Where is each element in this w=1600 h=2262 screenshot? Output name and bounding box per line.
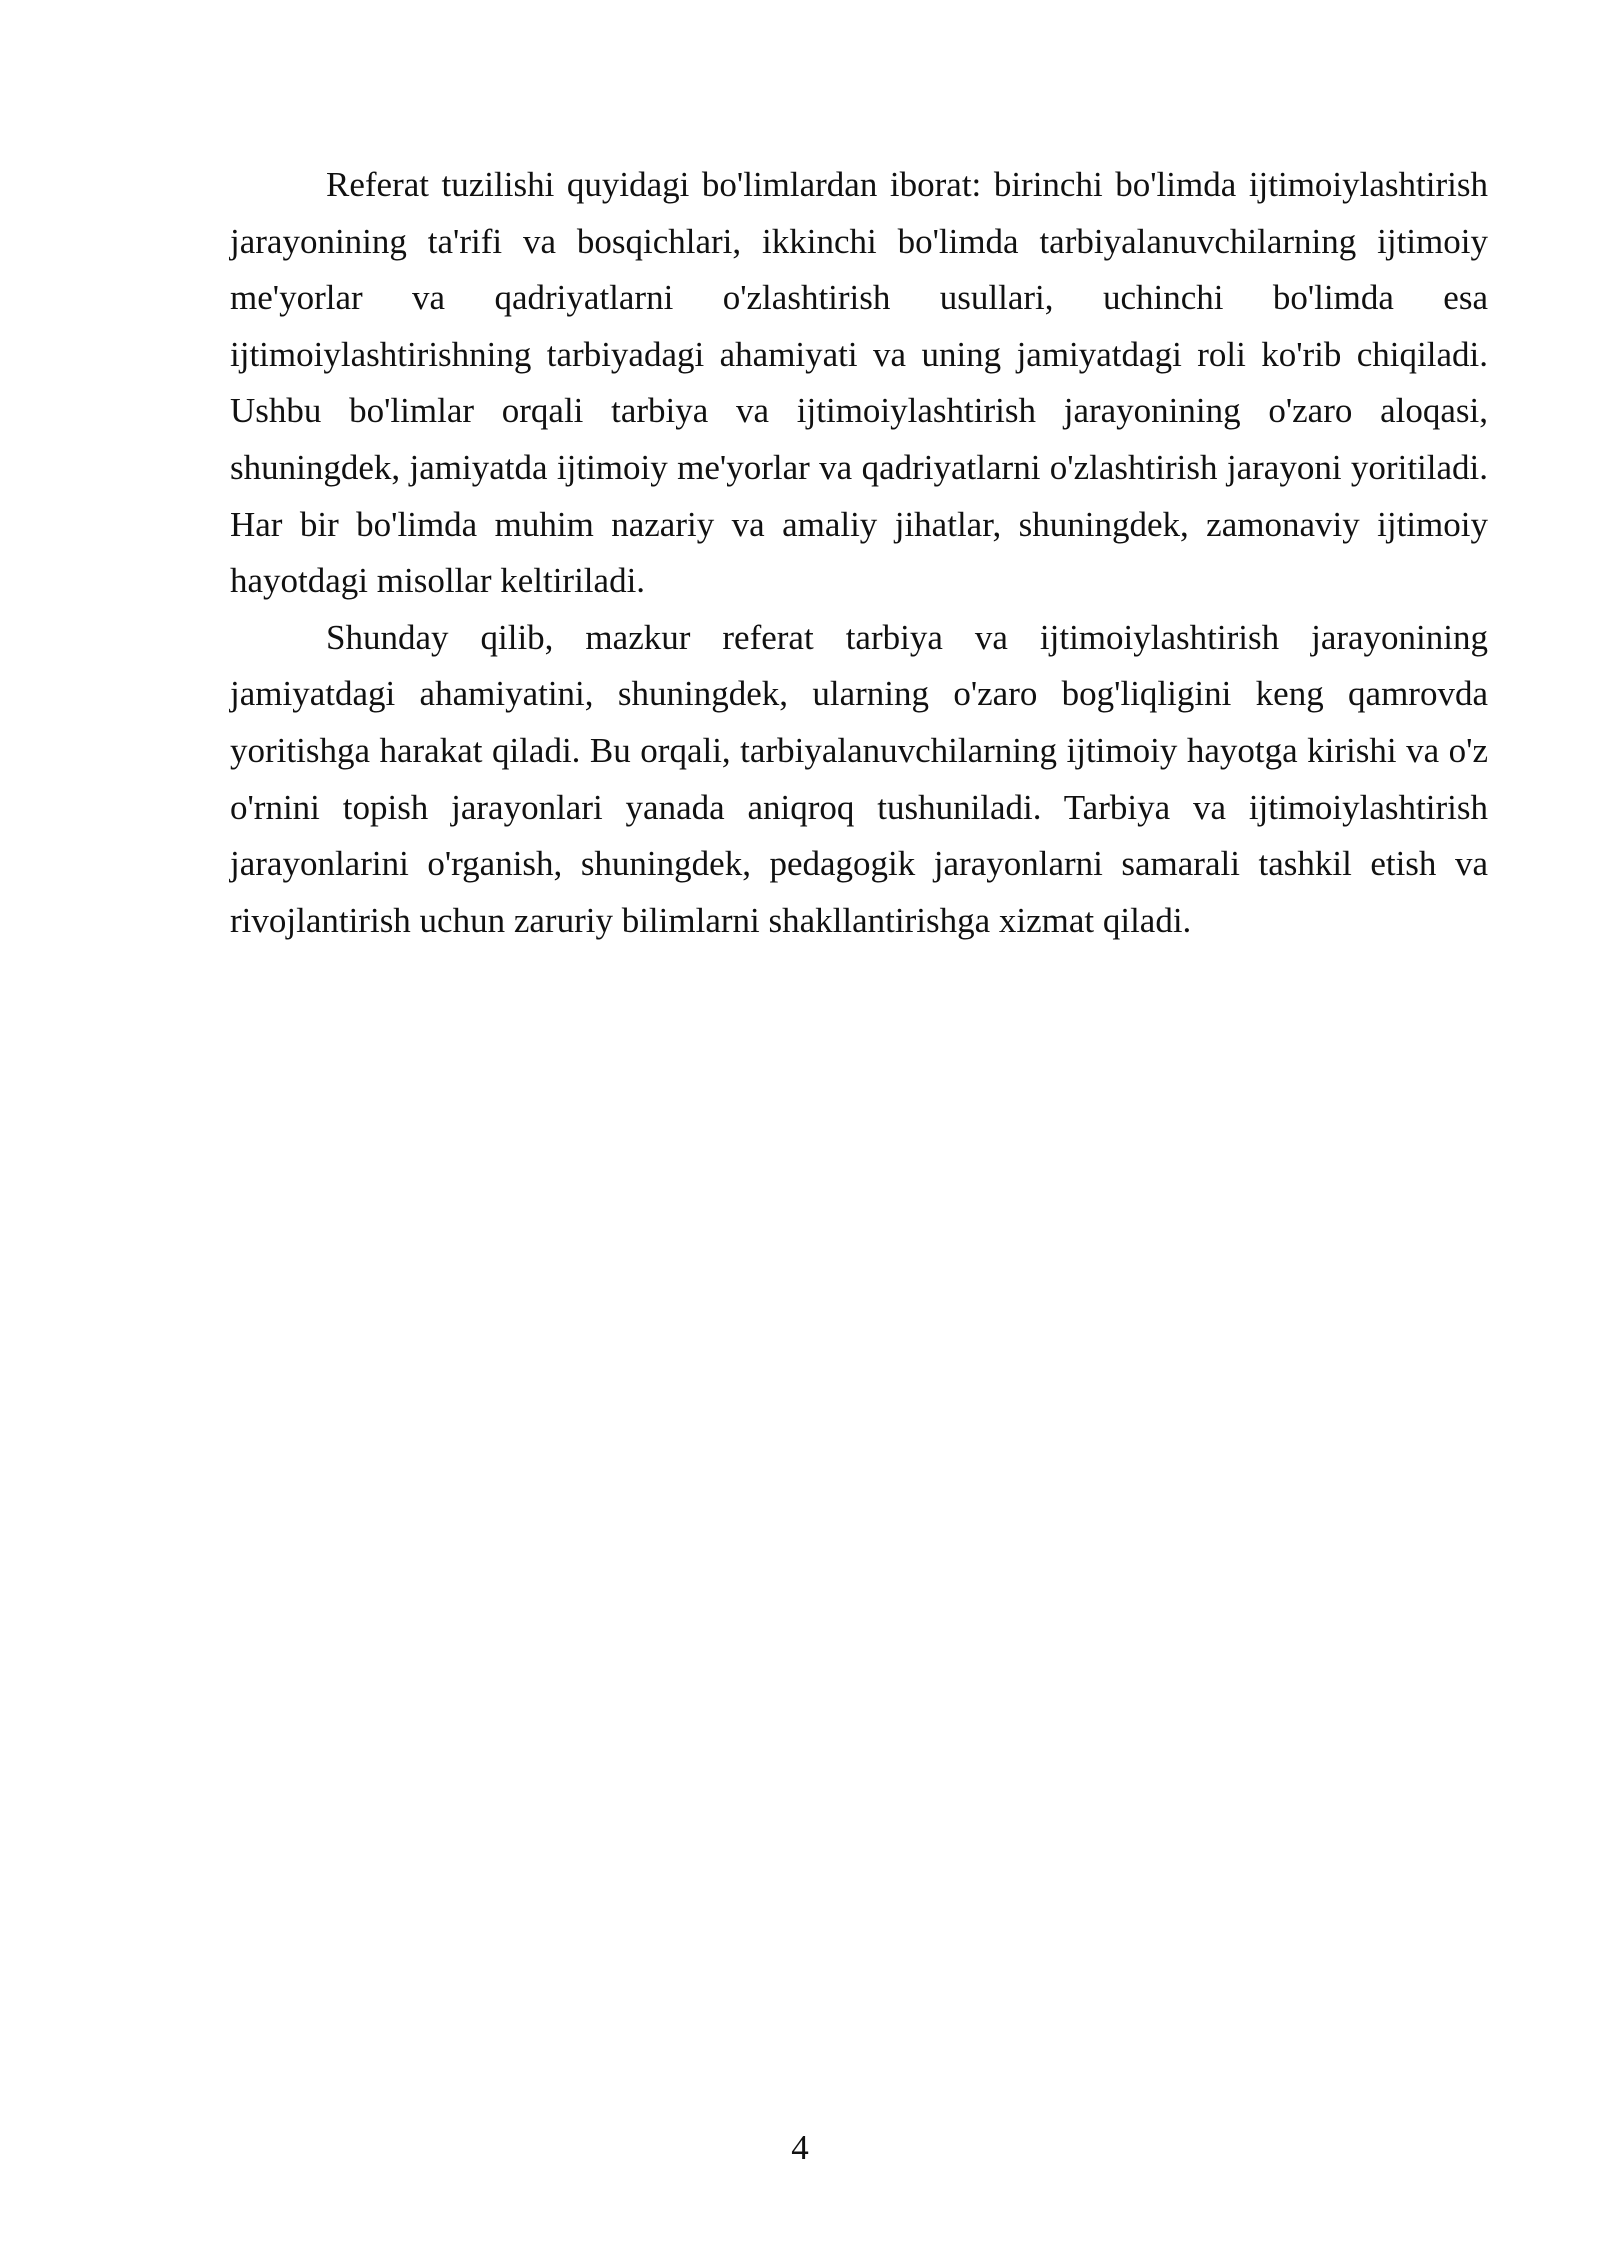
paragraph-conclusion: Shunday qilib, mazkur referat tarbiya va ijtimoiylashtirish jarayonining jamiyatdagi ahamiyatini, shuningdek, ularning o'zaro bog'liqligini keng qamrovda yoritishga harakat qiladi. Bu orqali, tarbiyalanuvchilarning ijtimoiy hayotga kirishi va o'z o'rnini topish jarayonlari yanada aniqroq tushuniladi. Tarbiya va ijtimoiylashtirish jarayonlarini o'rganish, shuningdek, pedagogik jarayonlarni samarali tashkil etish va rivojlantirish uchun zaruriy bilimlarni shakllantirishga xizmat qiladi. (230, 617, 1488, 940)
paragraph-structure: Referat tuzilishi quyidagi bo'limlardan iborat: birinchi bo'limda ijtimoiylashtirish jarayonining ta'rifi va bosqichlari, ikkinchi bo'limda tarbiyalanuvchilarning ijtimoiy me'yorlar va qadriyatlarni o'zlashtirish usullari, uchinchi bo'limda esa ijtimoiylashtirishning tarbiyadagi ahamiyati va uning jamiyatdagi roli ko'rib chiqiladi. Ushbu bo'limlar orqali tarbiya va ijtimoiylashtirish jarayonining o'zaro aloqasi, shuningdek, jamiyatda ijtimoiy me'yorlar va qadriyatlarni o'zlashtirish jarayoni yoritiladi. Har bir bo'limda muhim nazariy va amaliy jihatlar, shuningdek, zamonaviy ijtimoiy hayotdagi misollar keltiriladi. (230, 165, 1488, 601)
page-number: 4 (791, 2128, 809, 2167)
page-body (230, 157, 1488, 949)
